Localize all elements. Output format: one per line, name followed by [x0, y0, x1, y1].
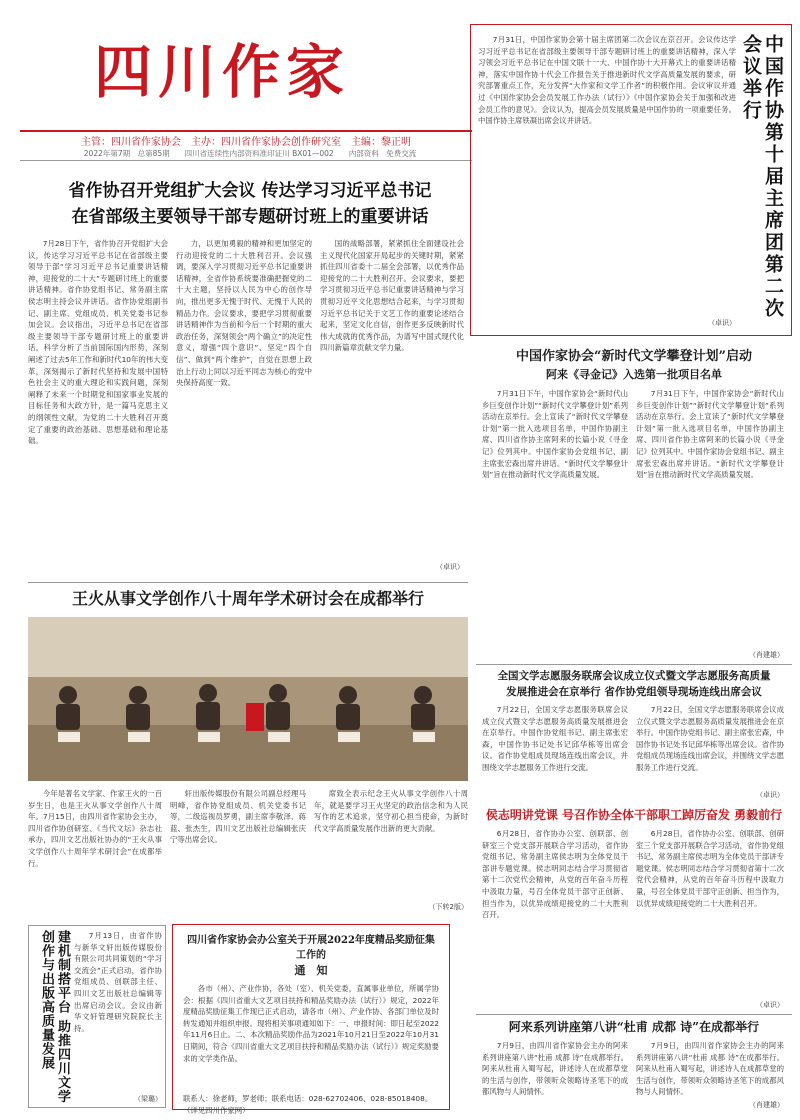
notice-title-line2: 通 知: [294, 964, 328, 977]
lead-column-3: [320, 238, 464, 562]
masthead-title: 四川作家: [93, 38, 350, 106]
article4-signature: （卓识）: [756, 791, 784, 799]
notice-signature: （详见四川作家网）: [183, 1106, 250, 1115]
article5-column-1: [482, 828, 628, 1010]
article3-paragraph: 轩出版传媒股份有限公司副总经理马明峰，省作协党组成员、机关党委书记等，二级巡视员罗勇，副主席李敬泽、蒋蓝、张杰生，四川文艺出版社总编辑张庆宁等出席会议。: [170, 789, 306, 845]
article4-paragraph: 7月22日，全国文学志愿服务联席会议成立仪式暨文学志愿服务高质量发展推进会在京举行。中国作协党组书记、副主席张宏森，中国作协书记处书记邱华栋等出席会议。省作协党组成员现场连线出席会议，并围绕文学志愿服务工作进行交流。: [482, 705, 628, 772]
article6-rule: [476, 1014, 792, 1015]
article3-column-3: [314, 788, 468, 900]
article5-paragraph: 6月28日，省作协办公室、创联部、创研室三个党支部开展联合学习活动，省作协党组书记、常务副主席侯志明为全体党员干部讲专题党课。侯志明同志结合学习贯彻省第十二次党代会精神，从党的百年奋斗历程中汲取力量，号召全体党员干部守正创新、担当作为，以优异成绩迎接党的二十大胜利召开。: [482, 829, 628, 920]
article6-column-1: [482, 1040, 628, 1112]
article3-column-2: [170, 788, 306, 912]
notice-body: [183, 983, 439, 1093]
article4-column-1: [482, 704, 628, 800]
article4-column-2: [636, 704, 784, 788]
article2-column-1: [482, 388, 628, 650]
lead-paragraph: 国的战略部署，紧紧抓住全面建设社会主义现代化国家开局起步的关键时期，紧紧抓住四川省委十二届全会部署，以优秀作品迎接党的二十大胜利召开。会议要求，要把学习贯彻习近平总书记重要讲话精神与学习贯彻习近平文化思想结合起来，与学习贯彻习近平总书记关于文艺工作的重要论述结合起来，坚定文化自信，创作更多反映新时代伟大成就的优秀作品，为谱写中国式现代化四川新篇章贡献文学力量。: [320, 239, 464, 353]
article6-column-2: [636, 1040, 784, 1100]
masthead-divider: [20, 130, 472, 132]
article4-rule: [476, 664, 792, 665]
article2-paragraph: 7月31日下午，中国作家协会“新时代山乡巨变创作计划”“新时代文学攀登计划”系列活动在京举行。会上宣读了“新时代文学攀登计划”第一批入选项目名单，中国作协副主席、四川省作协主席阿来的长篇小说《寻金记》位列其中。中国作家协会党组书记、副主席张宏森出席并讲话。“新时代文学攀登计划”旨在推动新时代文学高质量发展。: [636, 389, 784, 480]
article5-signature: （卓识）: [756, 1001, 784, 1009]
article4-title: [476, 668, 792, 700]
lead-paragraph: 7月28日下午，省作协召开党组扩大会议，传达学习习近平总书记在省部级主要领导干部“学习习近平总书记重要讲话精神，迎接党的二十大”专题研讨班上的重要讲话精神。省作协党组书记、常务副主席侯志明主持会议并讲话。省作协党组副书记、副主席、党组成员、机关党委书记参加会议。会议指出，习近平总书记在省部级主要领导干部专题研讨班上的重要讲话，科学分析了当前国际国内形势，深刻阐述了过去5年工作和新时代10年的伟大变革，深刻揭示了新时代坚持和发展中国特色社会主义的重大理论和实践问题，深刻阐释了未来一个时期党和国家事业发展的目标任务和大政方针，是一篇马克思主义的纲领性文献，为党的二十大胜利召开奠定了重要的政治基础、思想基础和理论基础。: [28, 239, 168, 446]
conference-photo: [28, 617, 468, 781]
article6-paragraph: 7月9日，由四川省作家协会主办的阿来系列讲座第八讲“杜甫 成都 诗”在成都举行。阿来从杜甫入蜀写起，讲述诗人在成都草堂的生活与创作，带领听众领略诗圣笔下的成都风物与人间情怀。: [482, 1041, 628, 1097]
notice-paragraph: 各市（州）、产业作协，各处（室）、机关党委，直属事业单位，所属学协会：根据《四川省重大文艺项目扶持和精品奖励办法（试行）》规定，2022年度精品奖励征集工作现已正式启动，请各市（州）、产业作协、各部门单位及时转发通知并组织申报。现将相关事项通知如下：一、申报时间：即日起至2022年11月6日止。二、本次精品奖励作品为2021年10月21日至2022年10月31日期间，符合《四川省重大文艺项目扶持和精品奖励办法（试行）》规定奖励要求的文学类作品。: [183, 984, 439, 1063]
lead-paragraph: 力，以更加勇毅的精神和更加坚定的行动迎接党的二十大胜利召开。会议强调，要深入学习贯彻习近平总书记重要讲话精神，全省作协系统要准确把握党的二十大主题，坚持以人民为中心的创作导向，推出更多无愧于时代、无愧于人民的精品力作。会议要求，要把学习贯彻重要讲话精神作为当前和今后一个时期的重大政治任务，深刻领会“两个确立”的决定性意义，增强“四个意识”、坚定“四个自信”、做到“两个维护”，自觉在思想上政治上行动上同以习近平同志为核心的党中央保持高度一致。: [176, 239, 312, 388]
masthead-credits: 主管：四川省作家协会 主办：四川省作家协会创作研究室 主编：黎正明: [81, 137, 411, 148]
article4-title-line1: 全国文学志愿服务联席会议成立仪式暨文学志愿服务高质量: [497, 670, 771, 682]
article5-column-2: [636, 828, 784, 998]
article2-signature: （肖建雄）: [749, 651, 784, 659]
header-rule: [20, 160, 472, 161]
sidebar-body: [74, 930, 162, 1090]
notice-contact: 联系人：徐老师，罗老师；联系电话：028-62702406、028-85018408。: [183, 1094, 433, 1103]
lead-column-2: [176, 238, 312, 574]
lead-column-1: [28, 238, 168, 574]
article6-paragraph: 7月9日，由四川省作家协会主办的阿来系列讲座第八讲“杜甫 成都 诗”在成都举行。阿来从杜甫入蜀写起，讲述诗人在成都草堂的生活与创作，带领听众领略诗圣笔下的成都风物与人间情怀。: [636, 1041, 784, 1097]
article3-title: 王火从事文学创作八十周年学术研讨会在成都举行: [71, 589, 424, 608]
article3-signature: （下转2版）: [428, 903, 468, 911]
article5-title: 侯志明讲党课 号召作协全体干部职工踔厉奋发 勇毅前行: [485, 808, 783, 822]
lead-signature: （卓识）: [436, 563, 464, 571]
article4-title-line2: 发展推进会在京举行 省作协党组领导现场连线出席会议: [506, 686, 762, 698]
right-top-body: [478, 34, 736, 314]
sidebar-signature: （梁璐）: [134, 1095, 162, 1103]
issue-info: 2022年第7期 总第85期 四川省连续性内部资料准印证川 BX01—002 内部资料 免费交流: [83, 149, 417, 158]
article4-paragraph: 7月22日，全国文学志愿服务联席会议成立仪式暨文学志愿服务高质量发展推进会在京举行。中国作协党组书记、副主席张宏森，中国作协书记处书记邱华栋等出席会议。省作协党组成员现场连线出席会议，并围绕文学志愿服务工作进行交流。: [636, 705, 784, 772]
article6-title: 阿来系列讲座第八讲“杜甫 成都 诗”在成都举行: [508, 1020, 760, 1034]
article2-title: 中国作家协会“新时代文学攀登计划”启动: [516, 349, 752, 364]
sidebar-paragraph: 7月13日，由省作协与新华文轩出版传媒股份有限公司共同策划的“学习交流会”正式启动，省作协党组成员、创联部主任、四川文艺出版社总编辑等出席启动会议。会议由新华文轩管理研究院院长主持。: [74, 931, 162, 1033]
lead-headline-line2: 在省部级主要领导干部专题研讨班上的重要讲话: [71, 207, 429, 227]
right-top-signature: （卓识）: [708, 319, 736, 327]
right-top-paragraph: 7月31日，中国作家协会第十届主席团第二次会议在京召开。会议传达学习习近平总书记在省部级主要领导干部专题研讨班上的重要讲话精神，深入学习领会习近平总书记在中国文联十一大、中国作协十大开幕式上的重要讲话精神，落实中国作协十代会工作报告关于推进新时代文学高质量发展的要求，研究部署重点工作，充分发挥“大作家和文学工作者”的积极作用。会议审议并通过《中国作家协会会员发展工作办法（试行）》《中国作家协会关于加强和改进会员工作的意见》。会议认为，提高会员发展质量是中国作协的一项重要任务。中国作协主席铁凝出席会议并讲话。: [478, 35, 736, 126]
article2-paragraph: 7月31日下午，中国作家协会“新时代山乡巨变创作计划”“新时代文学攀登计划”系列活动在京举行。会上宣读了“新时代文学攀登计划”第一批入选项目名单，中国作协副主席、四川省作协主席阿来的长篇小说《寻金记》位列其中。中国作家协会党组书记、副主席张宏森出席并讲话。“新时代文学攀登计划”旨在推动新时代文学高质量发展。: [482, 389, 628, 480]
article3-column-1: [28, 788, 162, 912]
conference-photo-image: [28, 617, 468, 781]
right-top-vertical-title: 中国作协第十届主席团第二次会议举行: [740, 34, 784, 320]
lead-headline: [20, 178, 480, 230]
article2-subtitle: 阿来《寻金记》入选第一批项目名单: [546, 368, 722, 381]
article5-paragraph: 6月28日，省作协办公室、创联部、创研室三个党支部开展联合学习活动，省作协党组书记、常务副主席侯志明为全体党员干部讲专题党课。侯志明同志结合学习贯彻省第十二次党代会精神，从党的百年奋斗历程中汲取力量，号召全体党员干部守正创新、担当作为，以优异成绩迎接党的二十大胜利召开。: [636, 829, 784, 908]
article6-signature: （肖建雄）: [749, 1101, 784, 1109]
notice-title-line1: 四川省作家协会办公室关于开展2022年度精品奖励征集工作的: [187, 935, 435, 961]
article2-column-2: [636, 388, 784, 650]
award-notice-box: [172, 924, 450, 1115]
article3-paragraph: 席致全表示纪念王火从事文学创作八十周年，就是要学习王火坚定的政治信念和为人民写作的艺术追求，坚守初心担当使命，为新时代文学高质量发展作出新的更大贡献。: [314, 789, 468, 833]
article3-rule: [28, 582, 468, 583]
lead-headline-line1: 省作协召开党组扩大会议 传达学习习近平总书记: [68, 181, 432, 201]
sidebar-vertical-title: 建机制搭平台 助推四川文学创作与出版高质量发展: [39, 930, 70, 1104]
article3-paragraph: 今年是著名文学家、作家王火的一百岁生日，也是王火从事文学创作八十周年。7月15日，由四川省作家协会主办，四川省作协创研室、《当代文坛》杂志社承办，四川文艺出版社协办的“王火从事文学创作八十周年学术研讨会”在成都举行。: [28, 789, 162, 868]
